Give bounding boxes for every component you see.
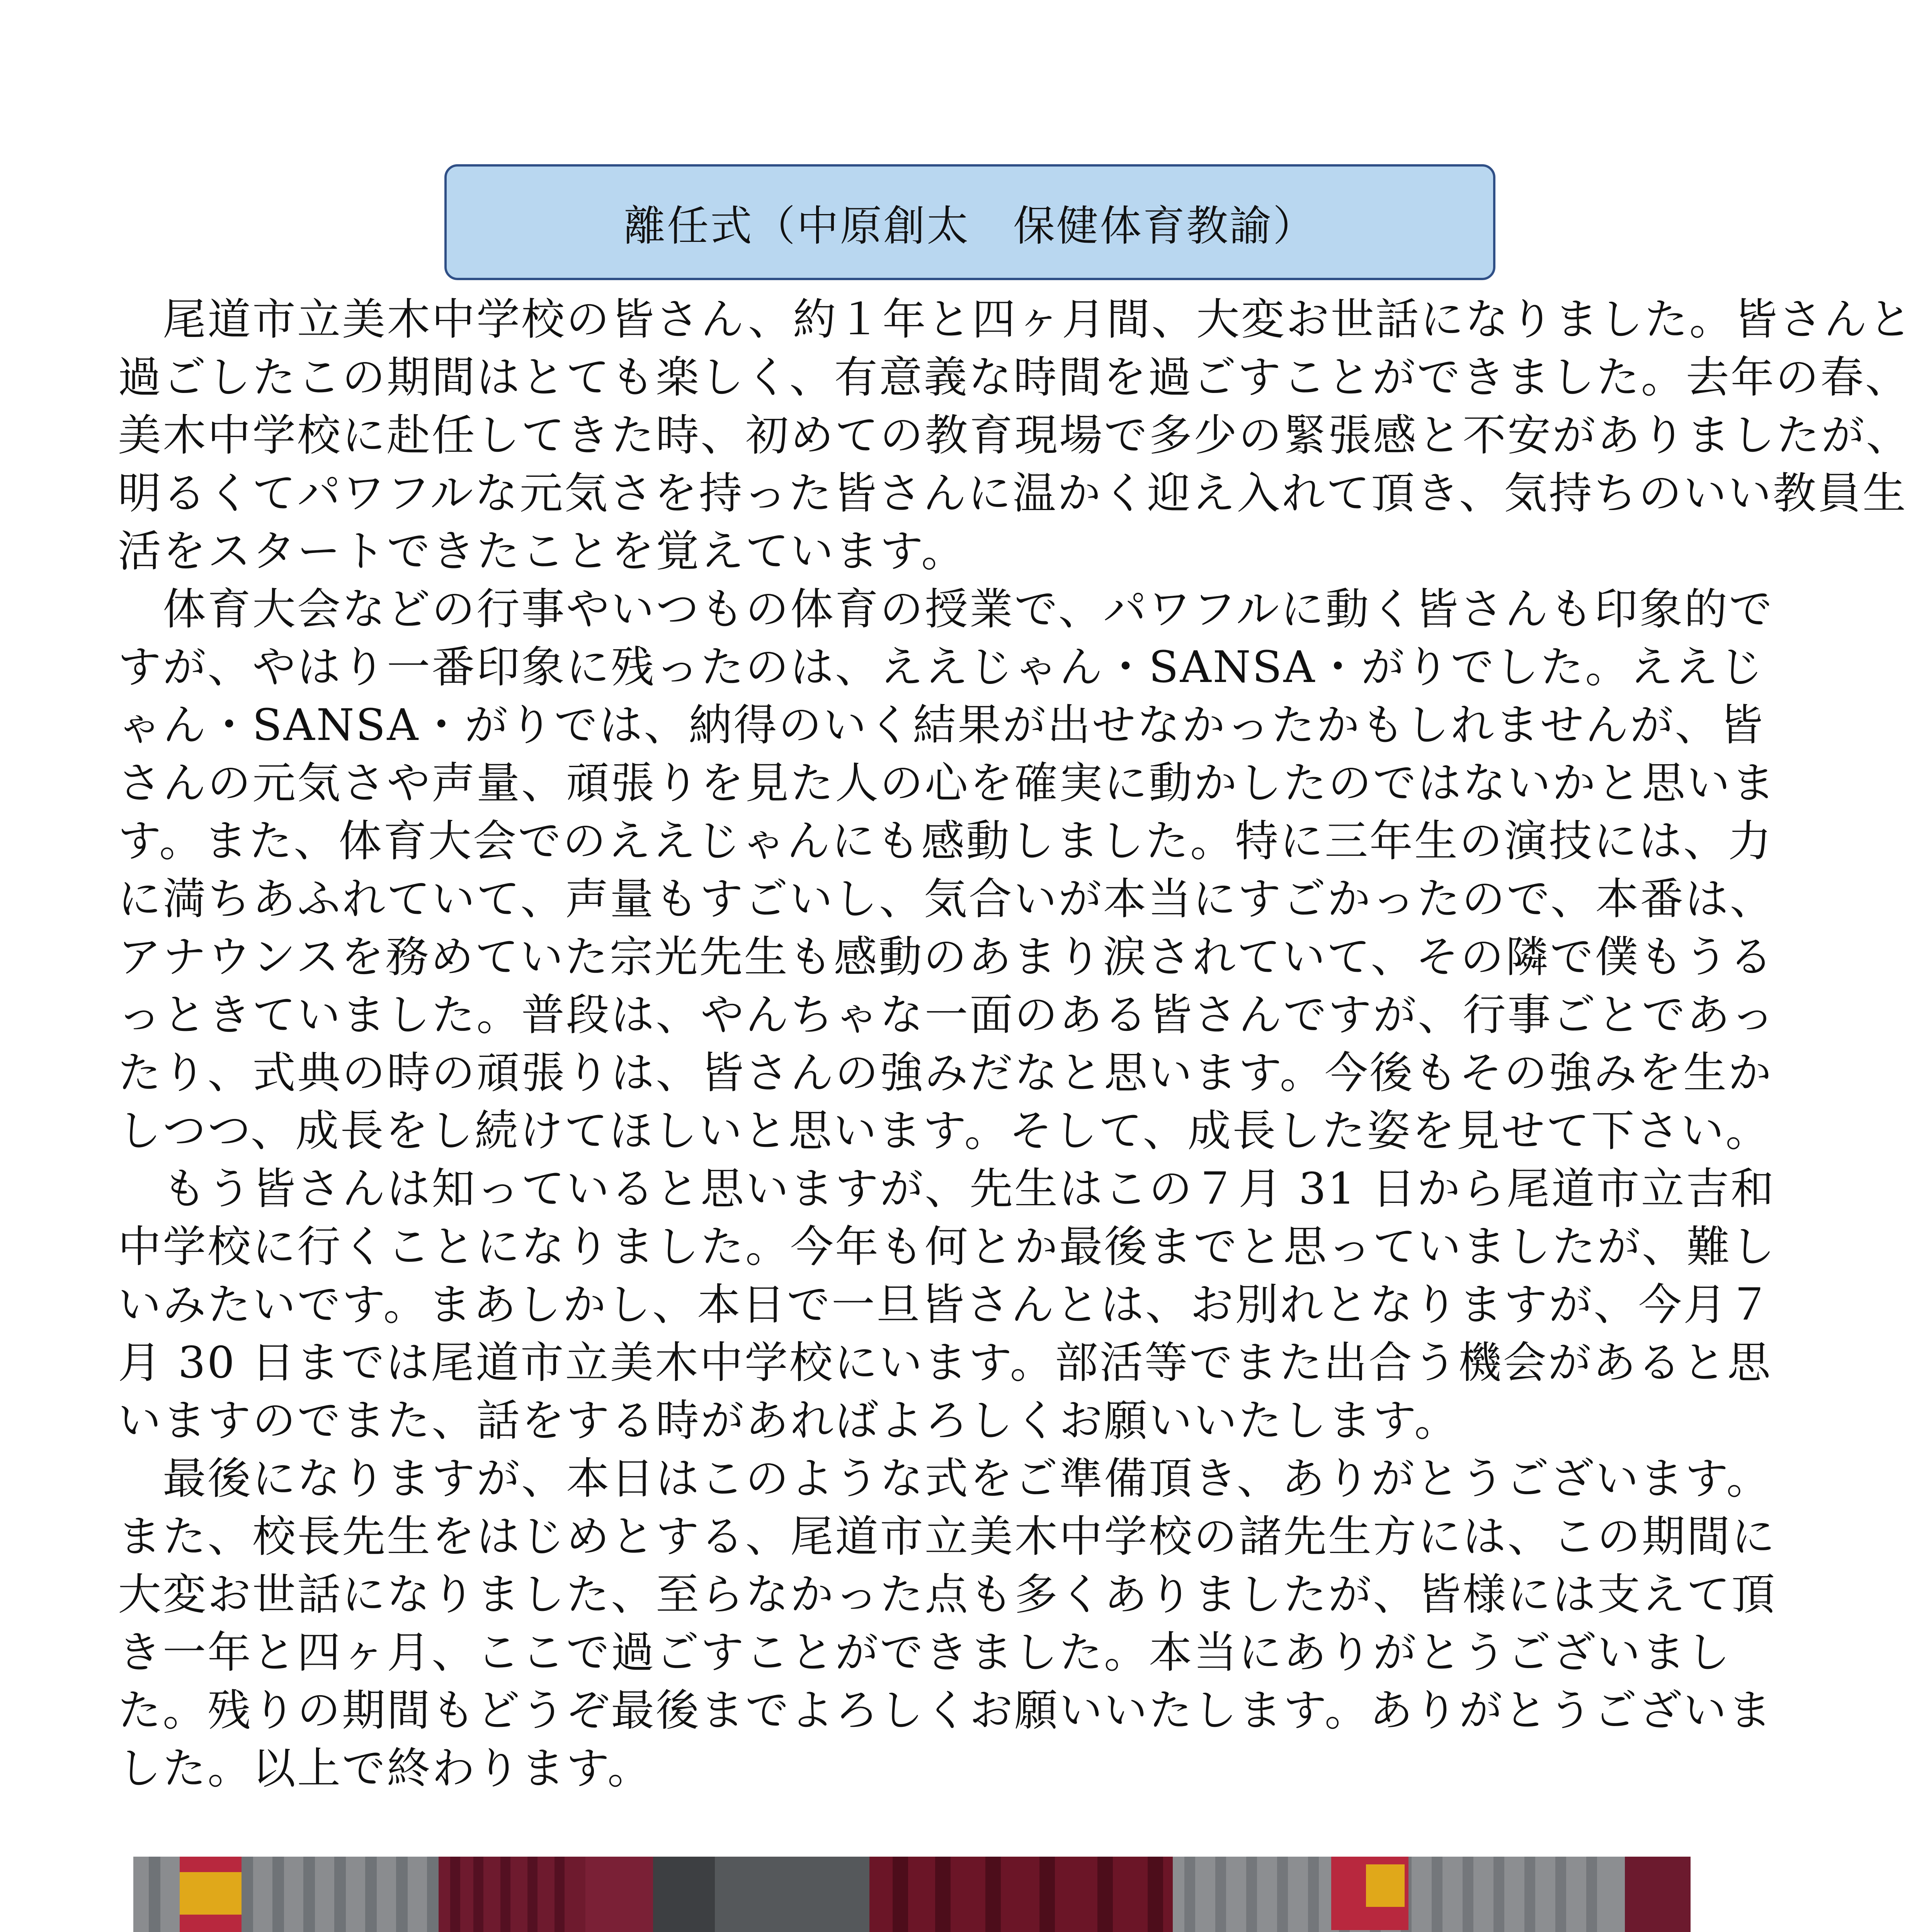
body-line: 尾道市立美木中学校の皆さん、約１年と四ヶ月間、大変お世話になりました。皆さんと (118, 294, 1914, 345)
photo-podium-speech (133, 1857, 653, 1932)
body-line: もう皆さんは知っていると思いますが、先生はこの７月 31 日から尾道市立吉和 (118, 1164, 1776, 1214)
body-line: すが、やはり一番印象に残ったのは、ええじゃん・SANSA・がりでした。ええじ (118, 642, 1765, 692)
photo-strip (133, 1857, 1691, 1932)
body-line: いみたいです。まあしかし、本日で一旦皆さんとは、お別れとなりますが、今月７ (118, 1280, 1773, 1330)
photo-teacher-portrait (653, 1857, 1173, 1932)
body-text (118, 291, 1914, 1798)
body-line: たり、式典の時の頑張りは、皆さんの強みだなと思います。今後もその強みを生か (118, 1048, 1773, 1098)
body-line: 大変お世話になりました、至らなかった点も多くありましたが、皆様には支えて頂 (118, 1570, 1776, 1620)
body-line: 体育大会などの行事やいつもの体育の授業で、パワフルに動く皆さんも印象的で (118, 584, 1774, 634)
body-line: さんの元気さや声量、頑張りを見た人の心を確実に動かしたのではないかと思いま (118, 758, 1776, 808)
photo-students-podium (1173, 1857, 1691, 1932)
body-line: アナウンスを務めていた宗光先生も感動のあまり涙されていて、その隣で僕もうる (118, 932, 1774, 982)
title-box (444, 164, 1495, 280)
body-line: 過ごしたこの期間はとても楽しく、有意義な時間を過ごすことができました。去年の春、 (118, 352, 1910, 403)
body-line: 中学校に行くことになりました。今年も何とか最後までと思っていましたが、難し (118, 1222, 1776, 1272)
body-line: 最後になりますが、本日はこのような式をご準備頂き、ありがとうございます。 (118, 1454, 1771, 1504)
body-line: ゃん・SANSA・がりでは、納得のいく結果が出せなかったかもしれませんが、皆 (118, 700, 1765, 750)
body-line: した。以上で終わります。 (118, 1743, 653, 1794)
body-line: っときていました。普段は、やんちゃな一面のある皆さんですが、行事ごとであっ (118, 990, 1776, 1040)
body-line: また、校長先生をはじめとする、尾道市立美木中学校の諸先生方には、この期間に (118, 1512, 1776, 1562)
page-title: 離任式（中原創太 保健体育教諭） (623, 202, 1316, 250)
body-line: 月 30 日までは尾道市立美木中学校にいます。部活等でまた出合う機会があると思 (118, 1338, 1772, 1388)
body-line: 明るくてパワフルな元気さを持った皆さんに温かく迎え入れて頂き、気持ちのいい教員生 (118, 468, 1908, 519)
body-line: 美木中学校に赴任してきた時、初めての教育現場で多少の緊張感と不安がありましたが、 (118, 410, 1911, 461)
body-line: いますのでまた、話をする時があればよろしくお願いいたします。 (118, 1396, 1459, 1446)
body-line: た。残りの期間もどうぞ最後までよろしくお願いいたします。ありがとうございま (118, 1685, 1773, 1736)
body-line: す。また、体育大会でのええじゃんにも感動しました。特に三年生の演技には、力 (118, 816, 1773, 866)
body-line: き一年と四ヶ月、ここで過ごすことができました。本当にありがとうございまし (118, 1628, 1732, 1678)
body-line: に満ちあふれていて、声量もすごいし、気合いが本当にすごかったので、本番は、 (118, 874, 1775, 924)
body-line: 活をスタートできたことを覚えています。 (118, 526, 966, 577)
body-line: しつつ、成長をし続けてほしいと思います。そして、成長した姿を見せて下さい。 (118, 1106, 1771, 1156)
